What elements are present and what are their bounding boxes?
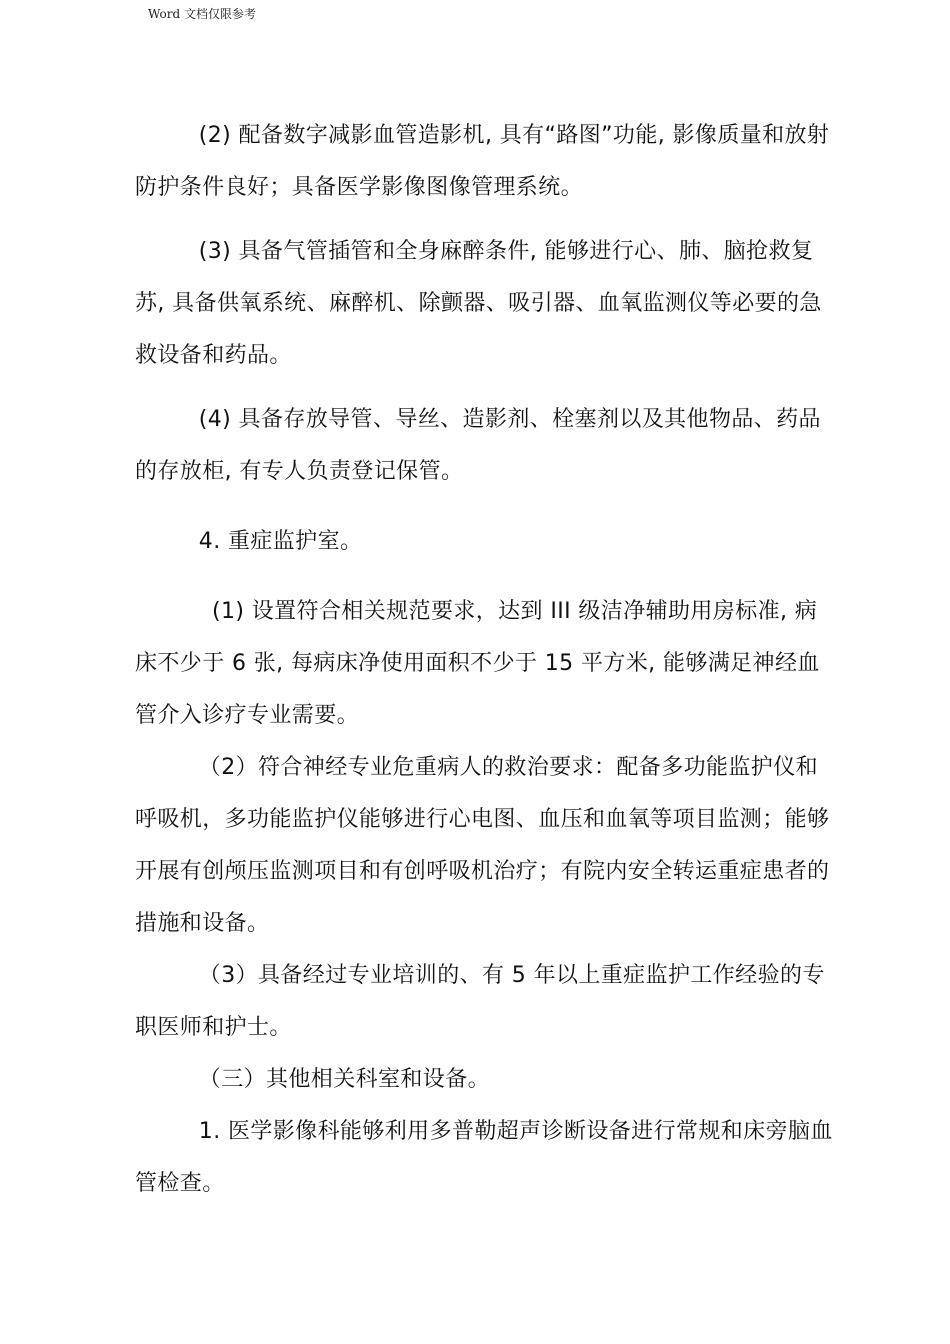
section-heading-other-departments: （三）其他相关科室和设备。 [198, 1067, 490, 1092]
paragraph-icu-standards: (1) 设置符合相关规范要求，达到 III 级洁净辅助用房标准, 病床不少于 6 张, 每病床净使用面积不少于 15 平方米, 能够满足神经血管介入诊疗专业需要。 [135, 599, 820, 728]
paragraph-emergency-conditions: (3) 具备气管插管和全身麻醉条件, 能够进行心、肺、脑抢救复苏, 具备供氧系统、麻醉机、除颤器、吸引器、血氧监测仪等必要的急救设备和药品。 [135, 239, 822, 368]
paragraph-icu-equipment: （2）符合神经专业危重病人的救治要求：配备多功能监护仪和呼吸机，多功能监护仪能够进行心电图、血压和血氧等项目监测；能够开展有创颅压监测项目和有创呼吸机治疗；有院内安全转运重症患者的措施和设备。 [135, 755, 830, 936]
paragraph-imaging-department: 1. 医学影像科能够利用多普勒超声诊断设备进行常规和床旁脑血管检查。 [135, 1119, 833, 1196]
document-body [135, 110, 835, 1210]
header-note: Word 文档仅限参考 [148, 7, 256, 21]
paragraph-icu-staff: （3）具备经过专业培训的、有 5 年以上重症监护工作经验的专职医师和护士。 [135, 963, 825, 1040]
section-heading-icu: 4. 重症监护室。 [198, 529, 363, 554]
paragraph-storage-cabinet: (4) 具备存放导管、导丝、造影剂、栓塞剂以及其他物品、药品的存放柜, 有专人负责登记保管。 [135, 407, 821, 484]
paragraph-dsa-equipment: (2) 配备数字减影血管造影机, 具有“路图”功能, 影像质量和放射防护条件良好；具备医学影像图像管理系统。 [135, 123, 830, 200]
